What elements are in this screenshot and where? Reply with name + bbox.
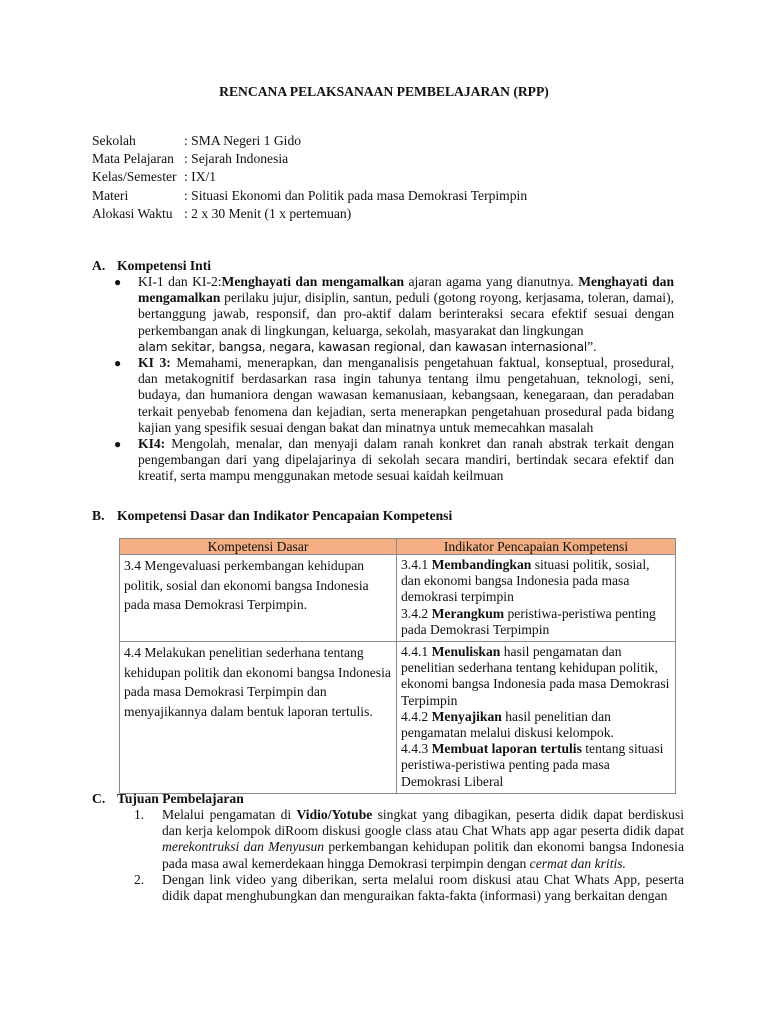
list-item-text (162, 807, 684, 872)
indicator-number: 4.4.2 (401, 708, 432, 724)
text-bold: KI4: (138, 436, 166, 452)
indicator-number: 4.4.1 (401, 644, 432, 660)
list-item-text: Dengan link video yang diberikan, serta melalui room diskusi atau Chat Whats App, peserta didik dapat menghubungkan dan menguraikan fakta-fakta (informasi) yang berkaitan dengan (162, 871, 684, 904)
list-number: 1. (134, 807, 145, 822)
section-letter: B. (92, 508, 105, 523)
section-a-heading (92, 258, 211, 274)
list-item-goal-1 (134, 807, 684, 872)
meta-row-material (92, 187, 527, 205)
list-number: 2. (134, 871, 145, 887)
section-b-heading (92, 508, 452, 524)
text-italic: cermat dan kritis. (529, 855, 626, 871)
text-bold: Vidio/Yotube (296, 807, 373, 822)
meta-value: : Sejarah Indonesia (184, 151, 289, 167)
section-title: Kompetensi Inti (117, 258, 212, 273)
text-run: Mengolah, menalar, dan menyaji dalam ranah konkret dan ranah abstrak terkait dengan pengembangan dari yang dipelajarinya di sekolah secara mandiri, bertindak secara efektif dan kreatif, serta mampu menggunakan metode sesuai kaidah keilmuan (138, 436, 674, 484)
meta-label: Sekolah (92, 132, 136, 148)
indicator-text: tentang situasi peristiwa-peristiwa penting pada masa Demokrasi Liberal (401, 741, 664, 789)
bullet-icon: ● (114, 437, 122, 452)
meta-label: Kelas/Semester (92, 169, 177, 185)
text-bold: Menghayati dan mengamalkan (221, 274, 405, 289)
indicator-item (401, 644, 671, 709)
text-run: ajaran agama yang dianutnya. (404, 274, 579, 289)
indicator-text: situasi politik, sosial, dan ekonomi bangsa Indonesia pada masa demokrasi terpimpin (401, 557, 650, 605)
indicator-number: 4.4.3 (401, 741, 432, 757)
table-header-row (120, 539, 676, 555)
kompetensi-inti-list (114, 274, 676, 485)
section-title: Kompetensi Dasar dan Indikator Pencapaian Kompetensi (117, 508, 453, 523)
indicator-verb: Menuliskan (431, 644, 501, 660)
text-run: Melalui pengamatan di (162, 807, 297, 822)
list-item-ki12 (114, 274, 676, 355)
text-run-sans: alam sekitar, bangsa, negara, kawasan regional, dan kawasan internasional (138, 339, 588, 354)
text-run: Memahami, menerapkan, dan menganalisis pengetahuan faktual, konseptual, prosedural, dan metakognitif berdasarkan rasa ingin tahunya tentang ilmu pengetahuan, teknologi, seni, budaya, dan humaniora dengan wawasan kemanusiaan, kebangsaan, kenegaraan, dan peradaban terkait penyebab fenomena dan kejadian, serta menerapkan pengetahuan prosedural pada bidang kajian yang spesifik sesuai dengan bakat dan minatnya untuk memecahkan masalah (138, 355, 674, 435)
indicator-verb: Menyajikan (431, 708, 502, 724)
list-item-goal-2 (134, 872, 684, 904)
text-run: KI-1 dan KI-2: (138, 274, 222, 289)
indicator-item (401, 741, 671, 790)
text-run: perkembangan kehidupan politik dan ekonomi bangsa Indonesia pada masa awal kemerdekaan hingga Demokrasi terpimpin dengan (162, 839, 684, 871)
meta-row-time (92, 205, 527, 223)
indicator-item (401, 557, 671, 606)
meta-row-class (92, 168, 527, 186)
indicator-verb: Merangkum (431, 605, 505, 621)
meta-label: Materi (92, 187, 129, 203)
learning-goals-list (134, 807, 684, 904)
bullet-icon: ● (114, 275, 122, 289)
indicator-text: hasil pengamatan dan penelitian sederhana tentang kehidupan politik, ekonomi bangsa Indonesia pada masa Demokrasi Terpimpin (401, 644, 670, 708)
meta-value: : IX/1 (184, 169, 217, 185)
table-row (120, 555, 676, 642)
list-item-text (138, 274, 674, 355)
table-cell-indicators (397, 555, 676, 642)
indicator-verb: Membandingkan (431, 557, 532, 572)
indicator-text: hasil penelitian dan pengamatan melalui diskusi kelompok. (401, 708, 614, 741)
meta-value: : Situasi Ekonomi dan Politik pada masa Demokrasi Terpimpin (184, 187, 528, 203)
list-item-text (138, 355, 674, 436)
bullet-icon: ● (114, 356, 122, 371)
indicator-number: 3.4.1 (401, 557, 432, 572)
section-letter: C. (92, 791, 106, 806)
text-bold: KI 3: (138, 355, 171, 371)
meta-value: : 2 x 30 Menit (1 x pertemuan) (184, 205, 352, 221)
meta-label: Alokasi Waktu (92, 205, 173, 221)
meta-row-school (92, 132, 527, 150)
text-run: perilaku jujur, disiplin, santun, peduli (gotong royong, kerjasama, toleran, damai), bertanggung jawab, responsif, dan pro-aktif dalam berinteraksi secara efektif sesuai dengan perkembangan anak di lingkungan, keluarga, sekolah, masyarakat dan lingkungan (138, 290, 674, 338)
column-header: Indikator Pencapaian Kompetensi (397, 539, 676, 555)
indicator-verb: Membuat laporan tertulis (431, 741, 582, 757)
document-title: RENCANA PELAKSANAAN PEMBELAJARAN (RPP) (219, 84, 549, 99)
text-italic: merekontruksi dan Menyusun (162, 839, 325, 855)
indicator-text: peristiwa-peristiwa penting pada Demokrasi Terpimpin (401, 605, 656, 637)
competency-table (119, 538, 676, 794)
indicator-item (401, 606, 671, 638)
indicator-number: 3.4.2 (401, 605, 432, 621)
table-row (120, 642, 676, 794)
meta-label: Mata Pelajaran (92, 151, 174, 167)
table-cell-kd: 3.4 Mengevaluasi perkembangan kehidupan politik, sosial dan ekonomi bangsa Indonesia pada masa Demokrasi Terpimpin. (120, 555, 397, 642)
text-run: singkat yang dibagikan, peserta didik dapat berdiskusi dan kerja kelompok diRoom diskusi google class atau Chat Whats app agar peserta didik dapat (162, 807, 684, 839)
section-title: Tujuan Pembelajaran (117, 791, 244, 806)
section-letter: A. (92, 258, 106, 273)
column-header: Kompetensi Dasar (120, 539, 397, 555)
table-cell-kd: 4.4 Melakukan penelitian sederhana tentang kehidupan politik dan ekonomi bangsa Indonesia pada masa Demokrasi Terpimpin dan menyajikannya dalam bentuk laporan tertulis. (120, 642, 397, 794)
document-meta (92, 132, 527, 223)
meta-row-subject (92, 150, 527, 168)
list-item-ki4 (114, 436, 676, 485)
list-item-ki3 (114, 355, 676, 436)
indicator-item (401, 709, 671, 741)
list-item-text (138, 436, 674, 485)
text-run: ”. (587, 338, 597, 354)
section-c-heading (92, 791, 244, 807)
meta-value: : SMA Negeri 1 Gido (184, 132, 302, 148)
text-bold: Menghayati dan mengamalkan (138, 274, 674, 306)
table-cell-indicators (397, 642, 676, 794)
